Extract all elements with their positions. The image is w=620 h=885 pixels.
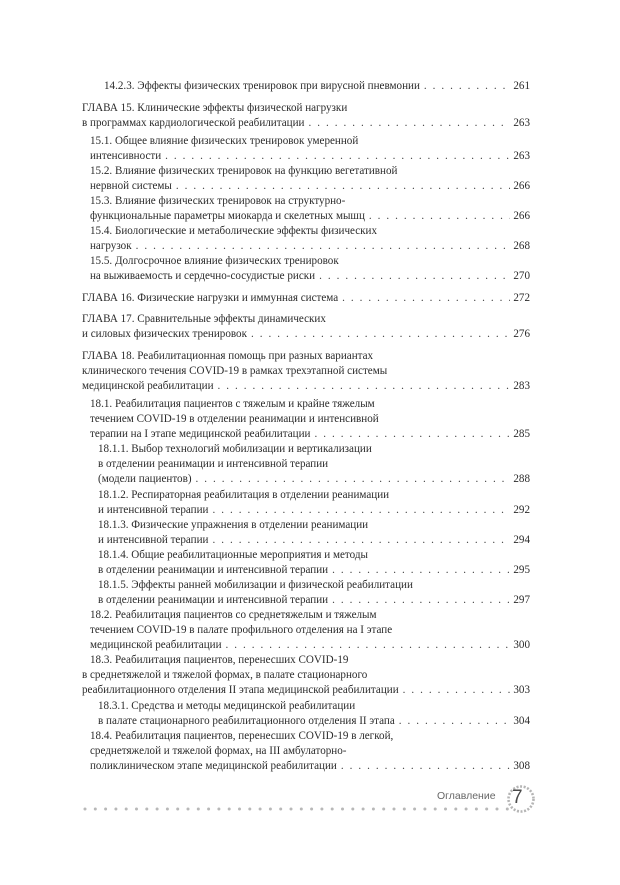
toc-entry-text: 18.1. Реабилитация пациентов с тяжелым и крайне тяжелым	[90, 398, 375, 410]
toc-entry-text: ГЛАВА 16. Физические нагрузки и иммунная система	[82, 292, 339, 304]
dot-leader	[332, 593, 510, 608]
toc-entry-text: в среднетяжелой и тяжелой формах, в палате стационарного	[82, 669, 368, 681]
footer-dot	[176, 808, 179, 811]
footer-dot	[423, 808, 426, 811]
toc-entry-line[interactable]	[82, 379, 530, 394]
toc-entry-line[interactable]	[90, 164, 530, 179]
toc-page-number: 285	[513, 428, 530, 440]
toc-entry-text: поликлиническом этапе медицинской реабилитации	[90, 760, 337, 772]
toc-entry-text: 18.1.1. Выбор технологий мобилизации и вертикализации	[98, 443, 372, 455]
toc-entry-text: 14.2.3. Эффекты физических тренировок при вирусной пневмонии	[104, 80, 420, 92]
toc-entry-text: 18.4. Реабилитация пациентов, перенесших COVID-19 в легкой,	[90, 730, 394, 742]
dot-leader	[319, 269, 510, 284]
toc-entry-line[interactable]	[90, 638, 530, 653]
footer-section-label: Оглавление	[437, 790, 496, 802]
toc-entry-text: и интенсивной терапии	[98, 504, 209, 516]
footer-dot	[187, 808, 190, 811]
toc-entry-line[interactable]	[90, 729, 530, 744]
toc-entry-line[interactable]	[82, 101, 530, 116]
toc-entry-text: интенсивности	[90, 150, 162, 162]
toc-entry-text: течением COVID-19 в отделении реанимации и интенсивной	[90, 413, 379, 425]
toc-page-number: 270	[513, 270, 530, 282]
toc-entry-text: 18.1.5. Эффекты ранней мобилизации и физической реабилитации	[98, 579, 413, 591]
toc-entry-line[interactable]	[90, 149, 530, 164]
toc-entry-text: медицинской реабилитации	[90, 639, 222, 651]
toc-entry-line[interactable]	[90, 209, 530, 224]
toc-entry-line[interactable]	[90, 397, 530, 412]
footer-dot	[465, 808, 468, 811]
toc-entry-text: на выживаемость и сердечно-сосудистые риски	[90, 270, 316, 282]
toc-entry-line[interactable]	[82, 291, 530, 306]
page-number: 7	[512, 787, 523, 808]
toc-entry-text: в отделении реанимации и интенсивной терапии	[98, 594, 329, 606]
toc-entry-text: и интенсивной терапии	[98, 534, 209, 546]
footer-dot	[269, 808, 272, 811]
footer-dot	[382, 808, 385, 811]
toc-entry-text: терапии на I этапе медицинской реабилитации	[90, 428, 311, 440]
toc-page-number: 261	[513, 80, 530, 92]
toc-entry-line[interactable]	[98, 578, 530, 593]
footer-dot	[84, 808, 87, 811]
toc-entry-line[interactable]	[90, 254, 530, 269]
toc-entry-text: 15.1. Общее влияние физических тренировок умеренной	[90, 135, 359, 147]
toc-entry-line[interactable]	[98, 533, 530, 548]
footer-dot	[413, 808, 416, 811]
toc-entry-text: 18.2. Реабилитация пациентов со среднетяжелым и тяжелым	[90, 609, 377, 621]
footer-dot	[217, 808, 220, 811]
toc-entry-line[interactable]	[90, 239, 530, 254]
toc-page-number: 300	[513, 639, 530, 651]
footer-dot	[197, 808, 200, 811]
footer-dot	[114, 808, 117, 811]
footer-dot	[156, 808, 159, 811]
toc-entry-text: 18.1.2. Респираторная реабилитация в отделении реанимации	[98, 489, 390, 501]
toc-page-number: 272	[513, 292, 530, 304]
toc-entry-line[interactable]	[82, 364, 530, 379]
toc-entry-text: и силовых физических тренировок	[82, 328, 247, 340]
toc-page-number: 268	[513, 240, 530, 252]
footer-dot	[351, 808, 354, 811]
toc-entry-text: 15.5. Долгосрочное влияние физических тренировок	[90, 255, 339, 267]
footer-dot	[125, 808, 128, 811]
toc-page-number: 276	[513, 328, 530, 340]
toc-entry-text: нервной системы	[90, 180, 172, 192]
toc-entry-text: нагрузок	[90, 240, 132, 252]
toc-page-number: 295	[513, 564, 530, 576]
toc-entry-line[interactable]	[98, 457, 530, 472]
dot-leader	[424, 79, 510, 94]
toc-entry-text: течением COVID-19 в палате профильного отделения на I этапе	[90, 624, 393, 636]
footer-dot	[485, 808, 488, 811]
footer-dot	[362, 808, 365, 811]
toc-entry-text: медицинской реабилитации	[82, 380, 214, 392]
toc-entry-text: ГЛАВА 18. Реабилитационная помощь при разных вариантах	[82, 350, 374, 362]
toc-entry-text: 18.3. Реабилитация пациентов, перенесших COVID-19	[90, 654, 349, 666]
toc-page-number: 288	[513, 473, 530, 485]
toc-entry-text: 18.3.1. Средства и методы медицинской реабилитации	[98, 700, 356, 712]
footer-dot	[207, 808, 210, 811]
footer-dot	[104, 808, 107, 811]
toc-entry-text: среднетяжелой и тяжелой формах, на III амбулаторно-	[90, 745, 347, 757]
toc-page-number: 292	[513, 504, 530, 516]
toc-entry-text: в программах кардиологической реабилитации	[82, 117, 305, 129]
footer-dot	[145, 808, 148, 811]
dot-leader	[213, 533, 511, 548]
toc-entry-line[interactable]	[98, 563, 530, 578]
toc-entry-line[interactable]	[98, 593, 530, 608]
toc-entry-line[interactable]	[104, 79, 530, 94]
toc-entry-line[interactable]	[98, 488, 530, 503]
toc-entry-line[interactable]	[90, 744, 530, 759]
toc-entry-line[interactable]	[82, 116, 530, 131]
toc-entry-line[interactable]	[90, 194, 530, 209]
dot-leader	[342, 291, 510, 306]
toc-entry-line[interactable]	[98, 714, 530, 729]
toc-entry-text: в отделении реанимации и интенсивной терапии	[98, 458, 329, 470]
footer-dot	[135, 808, 138, 811]
toc-entry-line[interactable]	[98, 548, 530, 563]
toc-entry-text: 15.3. Влияние физических тренировок на структурно-	[90, 195, 346, 207]
dot-leader	[176, 179, 510, 194]
footer-dotted-rule	[82, 806, 510, 812]
toc-page-number: 266	[513, 180, 530, 192]
toc-entry-line[interactable]	[90, 179, 530, 194]
toc-entry-line[interactable]	[90, 224, 530, 239]
footer-dot	[228, 808, 231, 811]
footer-dot	[393, 808, 396, 811]
toc-entry-line[interactable]	[82, 312, 530, 327]
footer-dot	[166, 808, 169, 811]
toc-entry-text: в палате стационарного реабилитационного отделения II этапа	[98, 715, 395, 727]
footer-dot	[248, 808, 251, 811]
footer-dot	[434, 808, 437, 811]
footer-dot	[238, 808, 241, 811]
toc-entry-line[interactable]	[98, 518, 530, 533]
toc-page-number: 266	[513, 210, 530, 222]
footer-dot	[94, 808, 97, 811]
dot-leader	[314, 427, 510, 442]
footer-dot	[475, 808, 478, 811]
dot-leader	[165, 149, 510, 164]
toc-entry-line[interactable]	[90, 608, 530, 623]
toc-entry-line[interactable]	[98, 442, 530, 457]
footer-dot	[310, 808, 313, 811]
toc-entry-text: 15.2. Влияние физических тренировок на функцию вегетативной	[90, 165, 398, 177]
toc-entry-text: реабилитационного отделения II этапа медицинской реабилитации	[82, 684, 399, 696]
toc-page-number: 308	[513, 760, 530, 772]
toc-page-number: 297	[513, 594, 530, 606]
toc-entry-line[interactable]	[90, 269, 530, 284]
dot-leader	[218, 379, 511, 394]
footer-dot	[290, 808, 293, 811]
footer-dot	[444, 808, 447, 811]
toc-entry-text: ГЛАВА 15. Клинические эффекты физической нагрузки	[82, 102, 348, 114]
dot-leader	[341, 759, 510, 774]
dot-leader	[226, 638, 511, 653]
toc-entry-line[interactable]	[90, 653, 530, 668]
footer-dot	[496, 808, 499, 811]
toc-page-number: 263	[513, 117, 530, 129]
dot-leader	[399, 714, 511, 729]
dot-leader	[213, 503, 511, 518]
dot-leader	[308, 116, 510, 131]
toc-entry-text: функциональные параметры миокарда и скелетных мышц	[90, 210, 365, 222]
toc-entry-text: (модели пациентов)	[98, 473, 192, 485]
toc-entry-line[interactable]	[98, 472, 530, 487]
footer-dot	[341, 808, 344, 811]
toc-entry-line[interactable]	[98, 503, 530, 518]
dot-leader	[136, 239, 511, 254]
footer-dot	[454, 808, 457, 811]
toc-entry-line[interactable]	[98, 699, 530, 714]
footer-dot	[259, 808, 262, 811]
toc-entry-text: 15.4. Биологические и метаболические эффекты физических	[90, 225, 378, 237]
toc-page-number: 263	[513, 150, 530, 162]
toc-entry-text: в отделении реанимации и интенсивной терапии	[98, 564, 329, 576]
dot-leader	[369, 209, 510, 224]
footer-dot	[300, 808, 303, 811]
toc-entry-line[interactable]	[90, 134, 530, 149]
toc-entry-text: ГЛАВА 17. Сравнительные эффекты динамических	[82, 313, 326, 325]
footer-dot	[331, 808, 334, 811]
footer-dot	[320, 808, 323, 811]
toc-page-number: 304	[513, 715, 530, 727]
footer-dot	[279, 808, 282, 811]
toc-entry-line[interactable]	[90, 759, 530, 774]
toc-page-number: 294	[513, 534, 530, 546]
footer-dot	[403, 808, 406, 811]
dot-leader	[196, 472, 511, 487]
toc-entry-text: 18.1.3. Физические упражнения в отделении реанимации	[98, 519, 369, 531]
toc-entry-line[interactable]	[90, 623, 530, 638]
toc-entry-line[interactable]	[82, 668, 530, 683]
toc-entry-line[interactable]	[82, 349, 530, 364]
toc-entry-text: клинического течения COVID-19 в рамках трехэтапной системы	[82, 365, 388, 377]
dot-leader	[403, 683, 511, 698]
dot-leader	[332, 563, 510, 578]
toc-entry-text: 18.1.4. Общие реабилитационные мероприятия и методы	[98, 549, 368, 561]
toc-entry-line[interactable]	[90, 412, 530, 427]
dot-leader	[251, 327, 510, 342]
toc-entry-line[interactable]	[90, 427, 530, 442]
footer-dot	[372, 808, 375, 811]
toc-page-number: 303	[513, 684, 530, 696]
toc-page-number: 283	[513, 380, 530, 392]
toc-entry-line[interactable]	[82, 327, 530, 342]
toc-entry-line[interactable]	[82, 683, 530, 698]
